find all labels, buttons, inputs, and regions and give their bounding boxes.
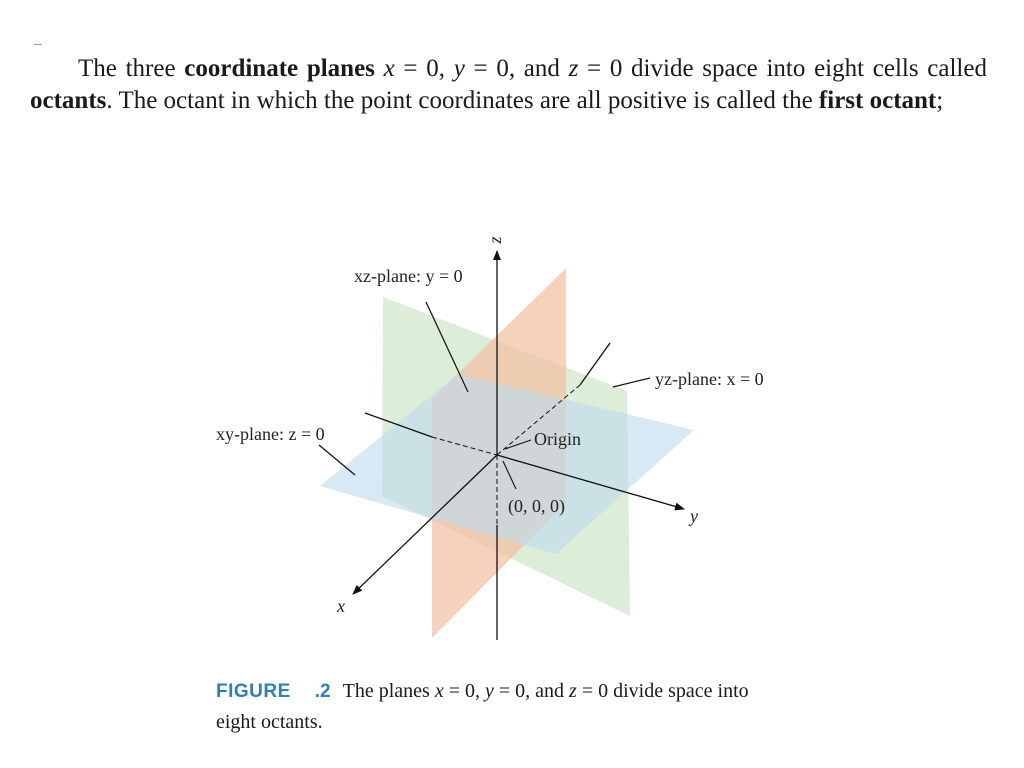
caption-figure-number: .2: [314, 681, 331, 702]
origin-coords-label: (0, 0, 0): [508, 496, 565, 516]
xz-plane-label: xz-plane: y = 0: [354, 266, 463, 286]
z-axis-label: z: [485, 236, 505, 244]
x-axis-label: x: [337, 596, 345, 616]
xy-leader: [319, 445, 355, 475]
intro-paragraph: The three coordinate planes x = 0, y = 0, and z = 0 divide space into eight cells called octants. The octant in which the point coordinates are all positive is called the first octant;: [30, 55, 987, 114]
y-axis-label: y: [690, 506, 698, 526]
figure-caption: FIGURE .2 The planes x = 0, y = 0, and z = 0 divide space into eight octants.: [216, 680, 749, 733]
origin-label: Origin: [534, 429, 581, 449]
caption-figure-tag: FIGURE: [216, 681, 291, 702]
xy-plane: [320, 374, 694, 554]
yz-plane-label: yz-plane: x = 0: [655, 369, 764, 389]
term-octants: octants: [30, 87, 107, 114]
yz-leader: [613, 378, 650, 387]
term-first-octant: first octant: [818, 87, 937, 114]
xy-plane-label: xy-plane: z = 0: [216, 424, 325, 444]
term-coordinate-planes: coordinate planes: [184, 55, 375, 82]
